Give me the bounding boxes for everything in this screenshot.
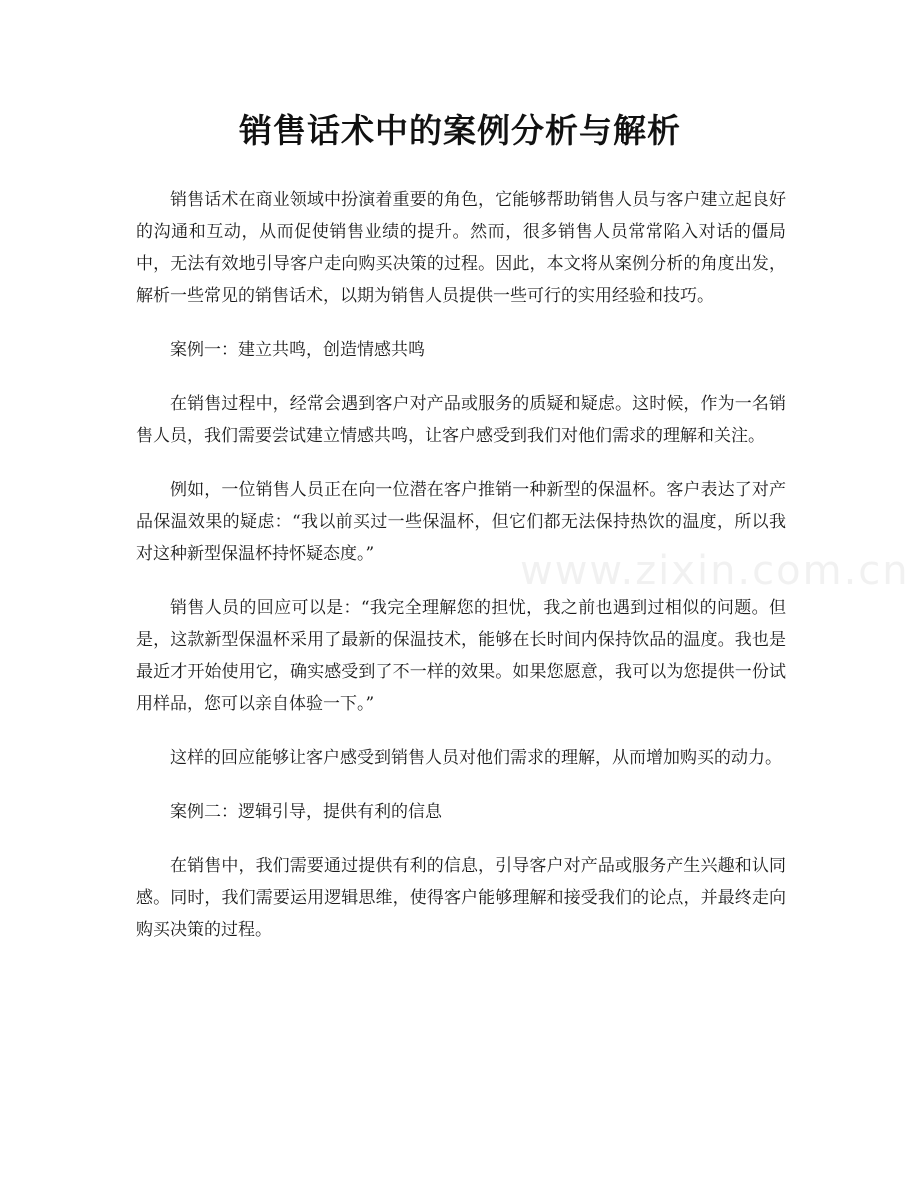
intro-paragraph: 销售话术在商业领域中扮演着重要的角色，它能够帮助销售人员与客户建立起良好的沟通和互动，从而促使销售业绩的提升。然而，很多销售人员常常陷入对话的僵局中，无法有效地引导客户走向购买决策的过程。因此，本文将从案例分析的角度出发，解析一些常见的销售话术，以期为销售人员提供一些可行的实用经验和技巧。 (136, 190, 786, 306)
document-title: 销售话术中的案例分析与解析 (239, 111, 681, 150)
watermark-text: www.zixin.com.cn (520, 548, 910, 594)
case-one-conclusion-paragraph: 这样的回应能够让客户感受到销售人员对他们需求的理解，从而增加购买的动力。 (170, 748, 782, 768)
case-one-paragraph: 在销售过程中，经常会遇到客户对产品或服务的质疑和疑虑。这时候，作为一名销售人员，我们需要尝试建立情感共鸣，让客户感受到我们对他们需求的理解和关注。 (136, 394, 786, 446)
case-one-response-paragraph: 销售人员的回应可以是：“我完全理解您的担忧，我之前也遇到过相似的问题。但是，这款新型保温杯采用了最新的保温技术，能够在长时间内保持饮品的温度。我也是最近才开始使用它，确实感受到了不一样的效果。如果您愿意，我可以为您提供一份试用样品，您可以亲自体验一下。” (136, 598, 786, 714)
case-one-example-paragraph: 例如，一位销售人员正在向一位潜在客户推销一种新型的保温杯。客户表达了对产品保温效果的疑虑：“我以前买过一些保温杯，但它们都无法保持热饮的温度，所以我对这种新型保温杯持怀疑态度。” (136, 480, 786, 564)
document-body (136, 184, 786, 968)
case-two-paragraph: 在销售中，我们需要通过提供有利的信息，引导客户对产品或服务产生兴趣和认同感。同时，我们需要运用逻辑思维，使得客户能够理解和接受我们的论点，并最终走向购买决策的过程。 (136, 856, 786, 940)
case-one-heading: 案例一：建立共鸣，创造情感共鸣 (170, 340, 425, 360)
case-two-heading: 案例二：逻辑引导，提供有利的信息 (170, 802, 442, 822)
